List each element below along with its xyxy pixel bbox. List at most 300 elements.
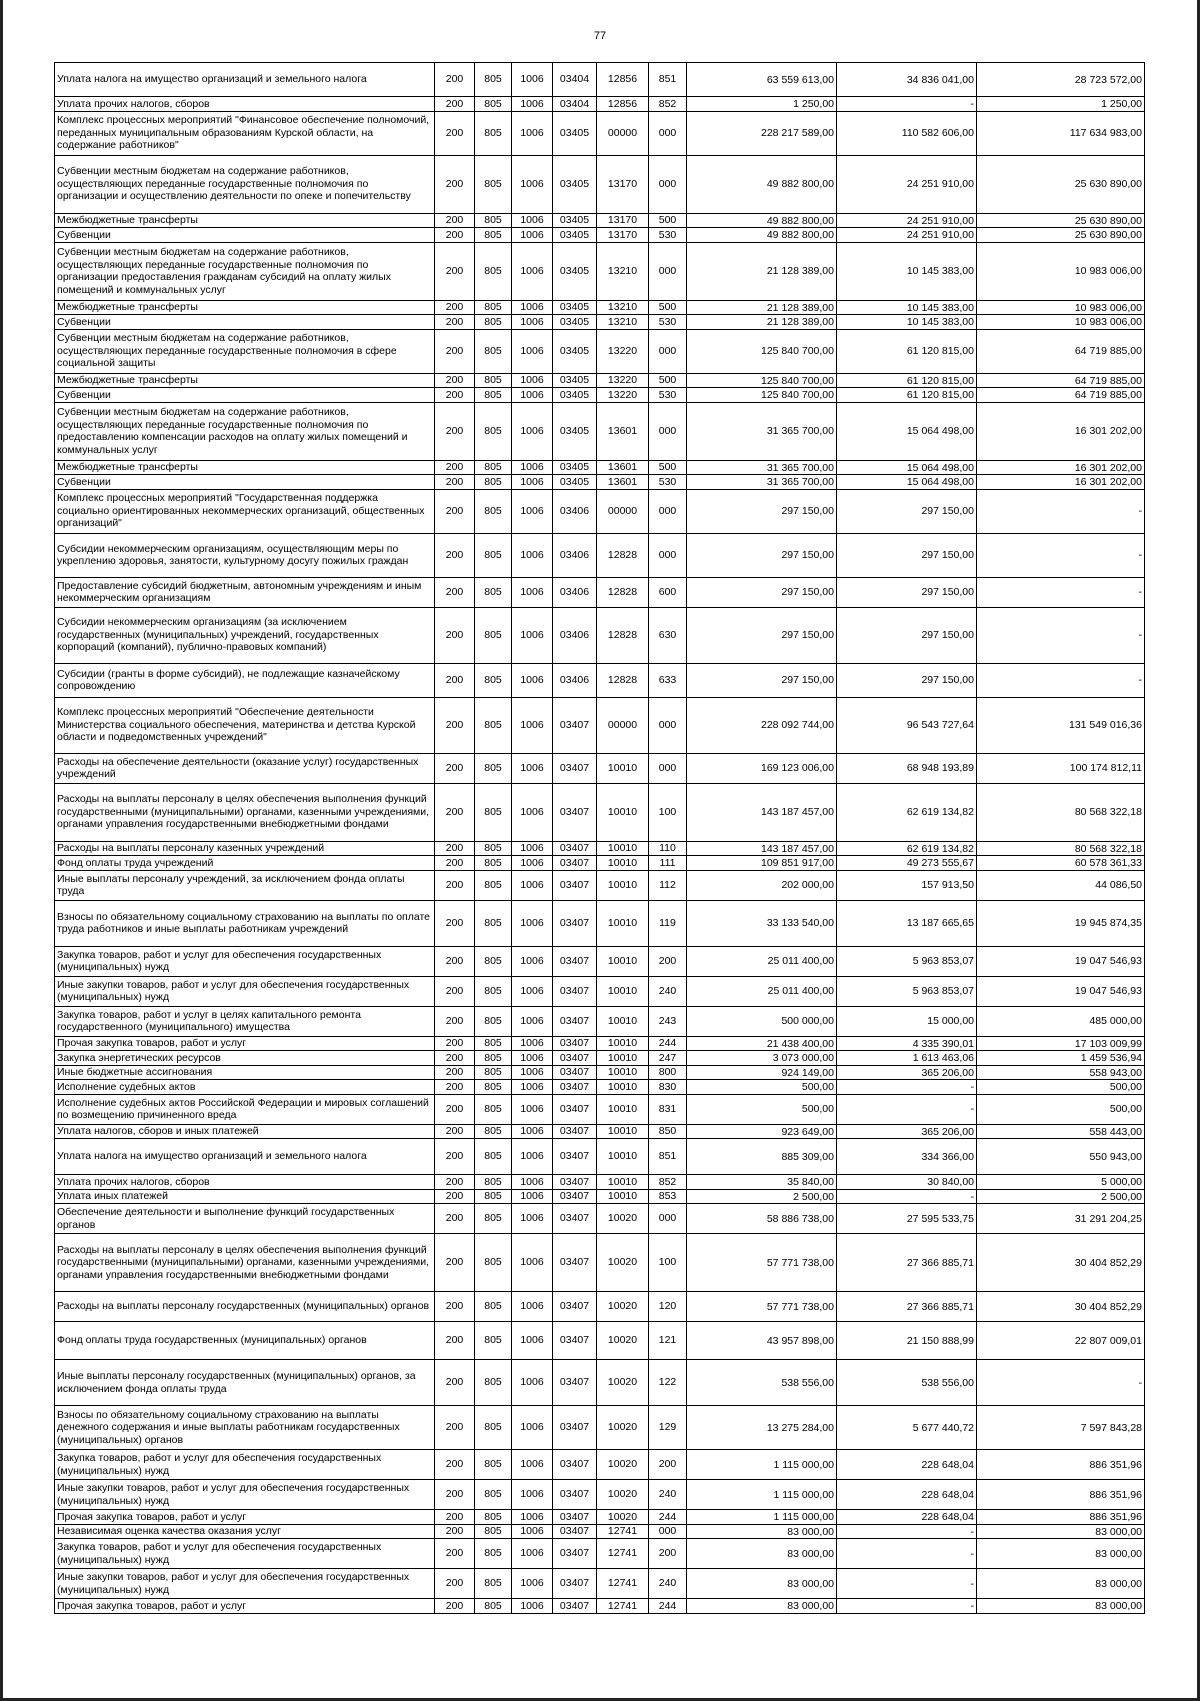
- code-direction: 10010: [597, 1065, 649, 1080]
- amount-remaining-cell: [977, 1569, 1145, 1599]
- amount-planned: 21 128 389,00: [766, 265, 834, 278]
- amount-planned-cell: [687, 976, 837, 1006]
- amount-remaining: 500,00: [1109, 1103, 1142, 1116]
- amount-executed: 334 366,00: [921, 1150, 974, 1163]
- table-row: [55, 753, 1145, 783]
- code-grbs: 200: [435, 1599, 475, 1614]
- amount-planned-cell: [687, 697, 837, 753]
- code-expense-type: 852: [649, 97, 687, 112]
- code-ministry: 805: [475, 1234, 512, 1292]
- amount-planned-cell: [687, 1539, 837, 1569]
- code-section: 1006: [512, 228, 553, 243]
- code-grbs: 200: [435, 1322, 475, 1360]
- code-section: 1006: [512, 388, 553, 403]
- amount-remaining-cell: [977, 1036, 1145, 1051]
- code-program: 03407: [553, 1292, 597, 1322]
- code-ministry: 805: [475, 753, 512, 783]
- amount-planned: 3 073 000,00: [772, 1052, 834, 1064]
- table-row: [55, 1360, 1145, 1406]
- code-direction: 10010: [597, 783, 649, 841]
- amount-remaining: -: [1138, 629, 1142, 642]
- code-ministry: 805: [475, 607, 512, 663]
- amount-executed-cell: [837, 242, 977, 300]
- code-ministry: 805: [475, 856, 512, 871]
- amount-executed: 365 206,00: [921, 1125, 974, 1138]
- code-program: 03407: [553, 1322, 597, 1360]
- amount-planned-cell: [687, 1006, 837, 1036]
- row-name: Иные выплаты персоналу государственных (муниципальных) органов, за исключением фонда оплаты труда: [55, 1360, 435, 1406]
- amount-remaining-cell: [977, 1204, 1145, 1234]
- amount-remaining: 80 568 322,18: [1074, 842, 1142, 855]
- amount-executed-cell: [837, 753, 977, 783]
- code-direction: 10020: [597, 1406, 649, 1450]
- code-direction: 12741: [597, 1599, 649, 1614]
- code-ministry: 805: [475, 373, 512, 388]
- code-program: 03407: [553, 1124, 597, 1139]
- code-program: 03406: [553, 577, 597, 607]
- row-name: Расходы на выплаты персоналу в целях обеспечения выполнения функций государственными (муниципальными) органами, казенными учреждениями, органами управления государственными внебюджетными фондами: [55, 1234, 435, 1292]
- code-direction: 10010: [597, 753, 649, 783]
- amount-planned: 297 150,00: [781, 549, 834, 562]
- amount-planned: 83 000,00: [787, 1547, 834, 1560]
- code-grbs: 200: [435, 228, 475, 243]
- amount-remaining: 19 047 546,93: [1074, 955, 1142, 968]
- amount-executed: 61 120 815,00: [906, 374, 974, 387]
- amount-executed: 21 150 888,99: [906, 1334, 974, 1347]
- code-program: 03405: [553, 155, 597, 213]
- code-expense-type: 000: [649, 533, 687, 577]
- code-expense-type: 000: [649, 111, 687, 155]
- amount-planned-cell: [687, 475, 837, 490]
- code-program: 03407: [553, 1510, 597, 1525]
- row-name: Субвенции: [55, 388, 435, 403]
- amount-executed: 297 150,00: [921, 505, 974, 518]
- code-expense-type: 200: [649, 1450, 687, 1480]
- amount-planned: 13 275 284,00: [766, 1421, 834, 1434]
- code-program: 03407: [553, 1569, 597, 1599]
- amount-remaining: 16 301 202,00: [1074, 425, 1142, 438]
- amount-remaining-cell: [977, 946, 1145, 976]
- amount-remaining: -: [1138, 674, 1142, 687]
- table-row: [55, 315, 1145, 330]
- amount-executed-cell: [837, 213, 977, 228]
- code-ministry: 805: [475, 1322, 512, 1360]
- table-row: [55, 946, 1145, 976]
- code-program: 03405: [553, 111, 597, 155]
- amount-remaining: 131 549 016,36: [1069, 719, 1142, 732]
- code-expense-type: 000: [649, 753, 687, 783]
- code-program: 03405: [553, 242, 597, 300]
- amount-executed-cell: [837, 475, 977, 490]
- amount-executed: 4 335 390,01: [912, 1037, 974, 1050]
- code-expense-type: 244: [649, 1599, 687, 1614]
- amount-remaining: 19 047 546,93: [1074, 985, 1142, 998]
- code-grbs: 200: [435, 1124, 475, 1139]
- amount-remaining-cell: [977, 373, 1145, 388]
- row-name: Исполнение судебных актов: [55, 1080, 435, 1095]
- amount-remaining-cell: [977, 1322, 1145, 1360]
- code-direction: 13210: [597, 315, 649, 330]
- amount-remaining: 100 174 812,11: [1069, 762, 1142, 775]
- code-grbs: 200: [435, 1234, 475, 1292]
- amount-executed-cell: [837, 946, 977, 976]
- code-program: 03407: [553, 1051, 597, 1066]
- table-row: [55, 97, 1145, 112]
- amount-planned: 83 000,00: [787, 1577, 834, 1590]
- amount-executed-cell: [837, 97, 977, 112]
- amount-executed-cell: [837, 111, 977, 155]
- code-program: 03407: [553, 1006, 597, 1036]
- code-ministry: 805: [475, 402, 512, 460]
- code-section: 1006: [512, 1139, 553, 1175]
- code-ministry: 805: [475, 315, 512, 330]
- amount-planned: 25 011 400,00: [767, 985, 834, 998]
- code-program: 03407: [553, 1036, 597, 1051]
- code-direction: 10010: [597, 1124, 649, 1139]
- code-section: 1006: [512, 753, 553, 783]
- code-direction: 13210: [597, 300, 649, 315]
- amount-executed: 68 948 193,89: [906, 762, 974, 775]
- code-section: 1006: [512, 1036, 553, 1051]
- amount-remaining-cell: [977, 155, 1145, 213]
- amount-remaining: 1 459 536,94: [1080, 1052, 1142, 1064]
- amount-planned: 49 882 800,00: [766, 229, 834, 241]
- amount-remaining-cell: [977, 329, 1145, 373]
- amount-remaining-cell: [977, 856, 1145, 871]
- amount-remaining-cell: [977, 213, 1145, 228]
- amount-remaining: 44 086,50: [1095, 879, 1142, 892]
- row-name: Закупка товаров, работ и услуг в целях капитального ремонта государственного (муниципального) имущества: [55, 1006, 435, 1036]
- amount-executed-cell: [837, 1006, 977, 1036]
- code-ministry: 805: [475, 1124, 512, 1139]
- table-row: [55, 783, 1145, 841]
- code-section: 1006: [512, 1175, 553, 1190]
- amount-remaining-cell: [977, 976, 1145, 1006]
- amount-executed: 27 595 533,75: [906, 1212, 974, 1225]
- code-direction: 12741: [597, 1569, 649, 1599]
- amount-planned-cell: [687, 155, 837, 213]
- amount-planned-cell: [687, 533, 837, 577]
- code-expense-type: 630: [649, 607, 687, 663]
- code-expense-type: 000: [649, 489, 687, 533]
- code-ministry: 805: [475, 1139, 512, 1175]
- row-name: Субсидии некоммерческим организациям, осуществляющим меры по укреплению здоровья, занятости, культурному досугу пожилых граждан: [55, 533, 435, 577]
- amount-executed: 297 150,00: [921, 549, 974, 562]
- amount-executed: -: [970, 1081, 974, 1093]
- code-grbs: 200: [435, 946, 475, 976]
- code-grbs: 200: [435, 155, 475, 213]
- code-expense-type: 633: [649, 663, 687, 697]
- amount-planned: 1 115 000,00: [773, 1488, 834, 1501]
- amount-planned-cell: [687, 228, 837, 243]
- amount-planned: 35 840,00: [787, 1176, 834, 1188]
- code-program: 03406: [553, 489, 597, 533]
- amount-planned: 1 115 000,00: [773, 1458, 834, 1471]
- code-program: 03405: [553, 388, 597, 403]
- code-direction: 13601: [597, 475, 649, 490]
- code-expense-type: 121: [649, 1322, 687, 1360]
- code-section: 1006: [512, 870, 553, 900]
- amount-planned: 49 882 800,00: [766, 214, 834, 227]
- amount-executed-cell: [837, 1360, 977, 1406]
- amount-executed-cell: [837, 373, 977, 388]
- amount-remaining: 10 983 006,00: [1074, 265, 1142, 278]
- row-name: Расходы на выплаты персоналу в целях обеспечения выполнения функций государственными (муниципальными) органами, казенными учреждениями, органами управления государственными внебюджетными фондами: [55, 783, 435, 841]
- amount-remaining-cell: [977, 753, 1145, 783]
- amount-remaining-cell: [977, 1480, 1145, 1510]
- amount-executed: 27 366 885,71: [906, 1300, 974, 1313]
- code-expense-type: 500: [649, 300, 687, 315]
- amount-planned: 31 365 700,00: [766, 425, 834, 438]
- code-program: 03405: [553, 213, 597, 228]
- code-program: 03407: [553, 946, 597, 976]
- amount-executed: 62 619 134,82: [906, 842, 974, 855]
- amount-remaining: -: [1138, 1376, 1142, 1389]
- table-row: [55, 533, 1145, 577]
- amount-planned: 228 092 744,00: [761, 719, 834, 732]
- row-name: Исполнение судебных актов Российской Федерации и мировых соглашений по возмещению причиненного вреда: [55, 1094, 435, 1124]
- code-grbs: 200: [435, 976, 475, 1006]
- code-direction: 10020: [597, 1480, 649, 1510]
- code-section: 1006: [512, 841, 553, 856]
- code-direction: 10020: [597, 1204, 649, 1234]
- amount-planned-cell: [687, 1094, 837, 1124]
- amount-remaining-cell: [977, 475, 1145, 490]
- code-section: 1006: [512, 1406, 553, 1450]
- amount-executed: 365 206,00: [921, 1066, 974, 1079]
- amount-remaining-cell: [977, 1189, 1145, 1204]
- code-grbs: 200: [435, 1139, 475, 1175]
- amount-planned: 2 500,00: [793, 1190, 834, 1203]
- row-name: Комплекс процессных мероприятий "Обеспечение деятельности Министерства социального обеспечения, материнства и детства Курской области и подведомственных учреждений": [55, 697, 435, 753]
- amount-planned: 169 123 006,00: [761, 762, 834, 775]
- budget-table: [54, 62, 1145, 1614]
- amount-executed: 10 145 383,00: [906, 301, 974, 314]
- amount-planned-cell: [687, 1189, 837, 1204]
- code-direction: 12828: [597, 663, 649, 697]
- code-direction: 10010: [597, 1189, 649, 1204]
- amount-planned: 924 149,00: [781, 1066, 834, 1079]
- code-ministry: 805: [475, 577, 512, 607]
- code-grbs: 200: [435, 111, 475, 155]
- amount-executed-cell: [837, 388, 977, 403]
- code-expense-type: 000: [649, 697, 687, 753]
- code-ministry: 805: [475, 1450, 512, 1480]
- code-grbs: 200: [435, 1080, 475, 1095]
- row-name: Закупка товаров, работ и услуг для обеспечения государственных (муниципальных) нужд: [55, 946, 435, 976]
- amount-executed: 61 120 815,00: [906, 389, 974, 401]
- code-direction: 10010: [597, 946, 649, 976]
- amount-executed: 15 064 498,00: [906, 476, 974, 488]
- amount-planned-cell: [687, 1234, 837, 1292]
- code-section: 1006: [512, 97, 553, 112]
- code-expense-type: 851: [649, 63, 687, 97]
- amount-executed-cell: [837, 976, 977, 1006]
- code-section: 1006: [512, 1480, 553, 1510]
- amount-executed-cell: [837, 1234, 977, 1292]
- amount-remaining: 16 301 202,00: [1074, 461, 1142, 474]
- table-row: [55, 841, 1145, 856]
- code-ministry: 805: [475, 213, 512, 228]
- code-ministry: 805: [475, 1006, 512, 1036]
- amount-executed: 24 251 910,00: [906, 214, 974, 227]
- code-program: 03406: [553, 663, 597, 697]
- row-name: Субвенции местным бюджетам на содержание работников, осуществляющих переданные государственные полномочия в сфере социальной защиты: [55, 329, 435, 373]
- amount-executed-cell: [837, 870, 977, 900]
- code-grbs: 200: [435, 783, 475, 841]
- amount-remaining: 25 630 890,00: [1074, 214, 1142, 227]
- code-section: 1006: [512, 1065, 553, 1080]
- code-direction: 12828: [597, 607, 649, 663]
- amount-executed-cell: [837, 1524, 977, 1539]
- amount-executed-cell: [837, 783, 977, 841]
- code-direction: 12828: [597, 577, 649, 607]
- amount-planned-cell: [687, 1204, 837, 1234]
- amount-executed: 297 150,00: [921, 674, 974, 687]
- row-name: Межбюджетные трансферты: [55, 373, 435, 388]
- code-grbs: 200: [435, 300, 475, 315]
- amount-executed-cell: [837, 402, 977, 460]
- code-program: 03407: [553, 1139, 597, 1175]
- code-direction: 10010: [597, 856, 649, 871]
- code-grbs: 200: [435, 388, 475, 403]
- code-ministry: 805: [475, 870, 512, 900]
- code-section: 1006: [512, 155, 553, 213]
- amount-planned-cell: [687, 1510, 837, 1525]
- code-ministry: 805: [475, 841, 512, 856]
- code-ministry: 805: [475, 697, 512, 753]
- amount-remaining: 2 500,00: [1101, 1190, 1142, 1203]
- code-section: 1006: [512, 1080, 553, 1095]
- code-program: 03405: [553, 315, 597, 330]
- amount-planned: 297 150,00: [781, 586, 834, 599]
- code-expense-type: 110: [649, 841, 687, 856]
- amount-executed-cell: [837, 1036, 977, 1051]
- table-row: [55, 607, 1145, 663]
- code-expense-type: 240: [649, 1569, 687, 1599]
- code-program: 03405: [553, 373, 597, 388]
- amount-remaining: 886 351,96: [1089, 1511, 1142, 1523]
- amount-remaining-cell: [977, 1599, 1145, 1614]
- amount-remaining: 31 291 204,25: [1074, 1212, 1142, 1225]
- code-section: 1006: [512, 856, 553, 871]
- amount-executed: 13 187 665,65: [906, 917, 974, 930]
- amount-remaining: 64 719 885,00: [1074, 345, 1142, 358]
- code-grbs: 200: [435, 1051, 475, 1066]
- code-grbs: 200: [435, 489, 475, 533]
- amount-executed: 15 064 498,00: [906, 461, 974, 474]
- code-direction: 00000: [597, 489, 649, 533]
- code-direction: 10010: [597, 841, 649, 856]
- code-expense-type: 119: [649, 900, 687, 946]
- code-program: 03407: [553, 841, 597, 856]
- amount-planned-cell: [687, 841, 837, 856]
- amount-executed-cell: [837, 856, 977, 871]
- code-ministry: 805: [475, 663, 512, 697]
- table-row: [55, 976, 1145, 1006]
- code-direction: 10020: [597, 1450, 649, 1480]
- code-direction: 10020: [597, 1360, 649, 1406]
- amount-executed-cell: [837, 841, 977, 856]
- code-ministry: 805: [475, 1189, 512, 1204]
- amount-remaining-cell: [977, 63, 1145, 97]
- amount-executed-cell: [837, 1139, 977, 1175]
- code-expense-type: 850: [649, 1124, 687, 1139]
- code-direction: 13210: [597, 242, 649, 300]
- code-direction: 10010: [597, 1094, 649, 1124]
- amount-executed: 96 543 727,64: [906, 719, 974, 732]
- code-expense-type: 530: [649, 228, 687, 243]
- code-direction: 13601: [597, 460, 649, 475]
- code-expense-type: 000: [649, 402, 687, 460]
- code-section: 1006: [512, 1322, 553, 1360]
- code-program: 03405: [553, 460, 597, 475]
- code-expense-type: 000: [649, 1204, 687, 1234]
- amount-remaining: 83 000,00: [1095, 1525, 1142, 1538]
- amount-planned: 43 957 898,00: [766, 1334, 834, 1347]
- amount-planned: 538 556,00: [781, 1376, 834, 1389]
- code-ministry: 805: [475, 475, 512, 490]
- code-expense-type: 111: [649, 856, 687, 871]
- table-row: [55, 1599, 1145, 1614]
- row-name: Межбюджетные трансферты: [55, 213, 435, 228]
- code-section: 1006: [512, 1204, 553, 1234]
- code-program: 03405: [553, 300, 597, 315]
- amount-planned: 500 000,00: [781, 1015, 834, 1028]
- amount-executed: 5 677 440,72: [912, 1421, 974, 1434]
- amount-remaining: 28 723 572,00: [1074, 73, 1142, 86]
- code-expense-type: 247: [649, 1051, 687, 1066]
- amount-planned-cell: [687, 111, 837, 155]
- amount-planned: 297 150,00: [781, 505, 834, 518]
- amount-executed-cell: [837, 489, 977, 533]
- row-name: Субвенции: [55, 228, 435, 243]
- amount-planned-cell: [687, 856, 837, 871]
- code-expense-type: 530: [649, 475, 687, 490]
- amount-remaining: 19 945 874,35: [1074, 917, 1142, 930]
- row-name: Уплата налога на имущество организаций и земельного налога: [55, 63, 435, 97]
- amount-executed-cell: [837, 1175, 977, 1190]
- code-ministry: 805: [475, 329, 512, 373]
- amount-remaining-cell: [977, 533, 1145, 577]
- code-grbs: 200: [435, 870, 475, 900]
- amount-executed-cell: [837, 300, 977, 315]
- row-name: Обеспечение деятельности и выполнение функций государственных органов: [55, 1204, 435, 1234]
- code-ministry: 805: [475, 97, 512, 112]
- code-direction: 13220: [597, 373, 649, 388]
- row-name: Субвенции местным бюджетам на содержание работников, осуществляющих переданные государственные полномочия по организации предоставления гражданам субсидий на оплату жилых помещений и коммунальных услуг: [55, 242, 435, 300]
- amount-planned: 297 150,00: [781, 629, 834, 642]
- code-direction: 10010: [597, 976, 649, 1006]
- table-row: [55, 1450, 1145, 1480]
- code-ministry: 805: [475, 228, 512, 243]
- code-grbs: 200: [435, 1406, 475, 1450]
- amount-executed-cell: [837, 155, 977, 213]
- amount-executed: -: [970, 1190, 974, 1203]
- amount-executed-cell: [837, 329, 977, 373]
- amount-planned: 143 187 457,00: [761, 842, 834, 855]
- code-grbs: 200: [435, 1569, 475, 1599]
- code-ministry: 805: [475, 388, 512, 403]
- code-section: 1006: [512, 1360, 553, 1406]
- code-program: 03407: [553, 783, 597, 841]
- code-program: 03407: [553, 1450, 597, 1480]
- row-name: Иные закупки товаров, работ и услуг для обеспечения государственных (муниципальных) нужд: [55, 976, 435, 1006]
- code-ministry: 805: [475, 111, 512, 155]
- code-program: 03407: [553, 1094, 597, 1124]
- amount-executed-cell: [837, 1080, 977, 1095]
- code-expense-type: 244: [649, 1510, 687, 1525]
